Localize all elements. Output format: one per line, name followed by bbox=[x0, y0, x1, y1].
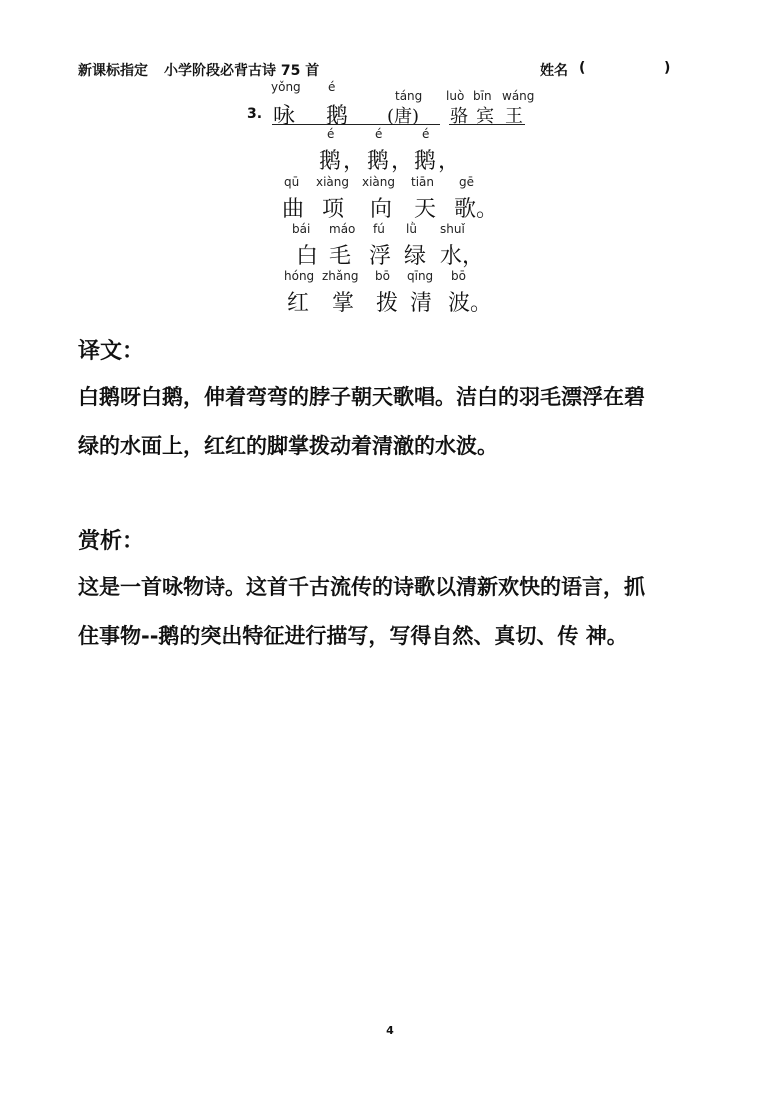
name-close-paren: ) bbox=[664, 60, 671, 76]
dynasty-pinyin: táng bbox=[395, 89, 423, 103]
poem-char: 项 bbox=[322, 197, 345, 222]
poem-char: 毛 bbox=[329, 244, 352, 269]
author-pinyin: bīn bbox=[473, 89, 492, 103]
poem-char: 天 bbox=[414, 197, 437, 222]
line-pinyin: máo bbox=[329, 222, 356, 236]
line-pinyin: shuǐ bbox=[440, 222, 465, 236]
poem-char: 鹅 bbox=[367, 149, 390, 174]
translation-title: 译文： bbox=[78, 339, 145, 364]
poem-char: 清 bbox=[410, 291, 433, 316]
poem-char: 拨 bbox=[376, 291, 399, 316]
appreciation-line: 住事物--鹅的突出特征进行描写，写得自然、真切、传 神。 bbox=[78, 624, 628, 648]
poem-char: 浮 bbox=[369, 244, 392, 269]
poem-char: 。 bbox=[476, 197, 499, 222]
series-label: 新课标指定 bbox=[78, 63, 148, 79]
poem-char: 。 bbox=[470, 291, 493, 316]
line-pinyin: bō bbox=[375, 269, 390, 283]
line-pinyin: hóng bbox=[284, 269, 315, 283]
line-pinyin: xiàng bbox=[316, 175, 350, 189]
line-pinyin: tiān bbox=[411, 175, 434, 189]
poem-number: 3. bbox=[247, 106, 263, 122]
author-pinyin: luò bbox=[446, 89, 465, 103]
poem-char: 白 bbox=[296, 244, 319, 269]
poem-char: ， bbox=[438, 149, 461, 174]
poem-char: ， bbox=[343, 149, 366, 174]
poem-title-char: 鹅 bbox=[326, 104, 349, 129]
title-pinyin: é bbox=[328, 80, 336, 94]
poem-char: 绿 bbox=[404, 244, 427, 269]
author-pinyin: wáng bbox=[502, 89, 535, 103]
line-pinyin: é bbox=[375, 127, 383, 141]
name-open-paren: ( bbox=[579, 60, 586, 76]
line-pinyin: lǜ bbox=[406, 222, 417, 236]
poem-char: 曲 bbox=[282, 197, 305, 222]
author-char: 骆 bbox=[450, 106, 468, 127]
poem-char: 歌 bbox=[454, 197, 477, 222]
appreciation-title: 赏析： bbox=[78, 529, 145, 554]
appreciation-line: 这是一首咏物诗。这首千古流传的诗歌以清新欢快的语言，抓 bbox=[78, 575, 645, 599]
line-pinyin: bái bbox=[292, 222, 311, 236]
line-pinyin: é bbox=[422, 127, 430, 141]
poem-char: 鹅 bbox=[319, 149, 342, 174]
poem-char: 水 bbox=[440, 244, 463, 269]
poem-char: ， bbox=[391, 149, 414, 174]
line-pinyin: gē bbox=[459, 175, 474, 189]
line-pinyin: xiàng bbox=[362, 175, 396, 189]
line-pinyin: qū bbox=[284, 175, 300, 189]
page-header bbox=[0, 60, 780, 82]
poem-char: 掌 bbox=[332, 291, 355, 316]
poem-char: ， bbox=[462, 244, 485, 269]
author-underline bbox=[449, 124, 525, 125]
translation-line: 绿的水面上，红红的脚掌拨动着清澈的水波。 bbox=[78, 434, 498, 458]
title-underline bbox=[272, 124, 440, 125]
dynasty: (唐) bbox=[387, 106, 420, 127]
collection-title: 小学阶段必背古诗 75 首 bbox=[164, 63, 320, 79]
line-pinyin: fú bbox=[373, 222, 385, 236]
name-label: 姓名 bbox=[540, 63, 568, 79]
line-pinyin: zhǎng bbox=[322, 269, 359, 283]
poem-char: 向 bbox=[370, 197, 393, 222]
line-pinyin: é bbox=[327, 127, 335, 141]
poem-char: 鹅 bbox=[414, 149, 437, 174]
author-char: 宾 bbox=[476, 106, 494, 127]
line-pinyin: qīng bbox=[407, 269, 434, 283]
poem-title-char: 咏 bbox=[273, 104, 296, 129]
page-number: 4 bbox=[386, 1024, 394, 1037]
translation-line: 白鹅呀白鹅，伸着弯弯的脖子朝天歌唱。洁白的羽毛漂浮在碧 bbox=[78, 385, 645, 409]
title-pinyin: yǒng bbox=[271, 80, 301, 94]
author-char: 王 bbox=[505, 106, 523, 127]
poem-char: 波 bbox=[448, 291, 471, 316]
line-pinyin: bō bbox=[451, 269, 466, 283]
poem-char: 红 bbox=[287, 291, 310, 316]
